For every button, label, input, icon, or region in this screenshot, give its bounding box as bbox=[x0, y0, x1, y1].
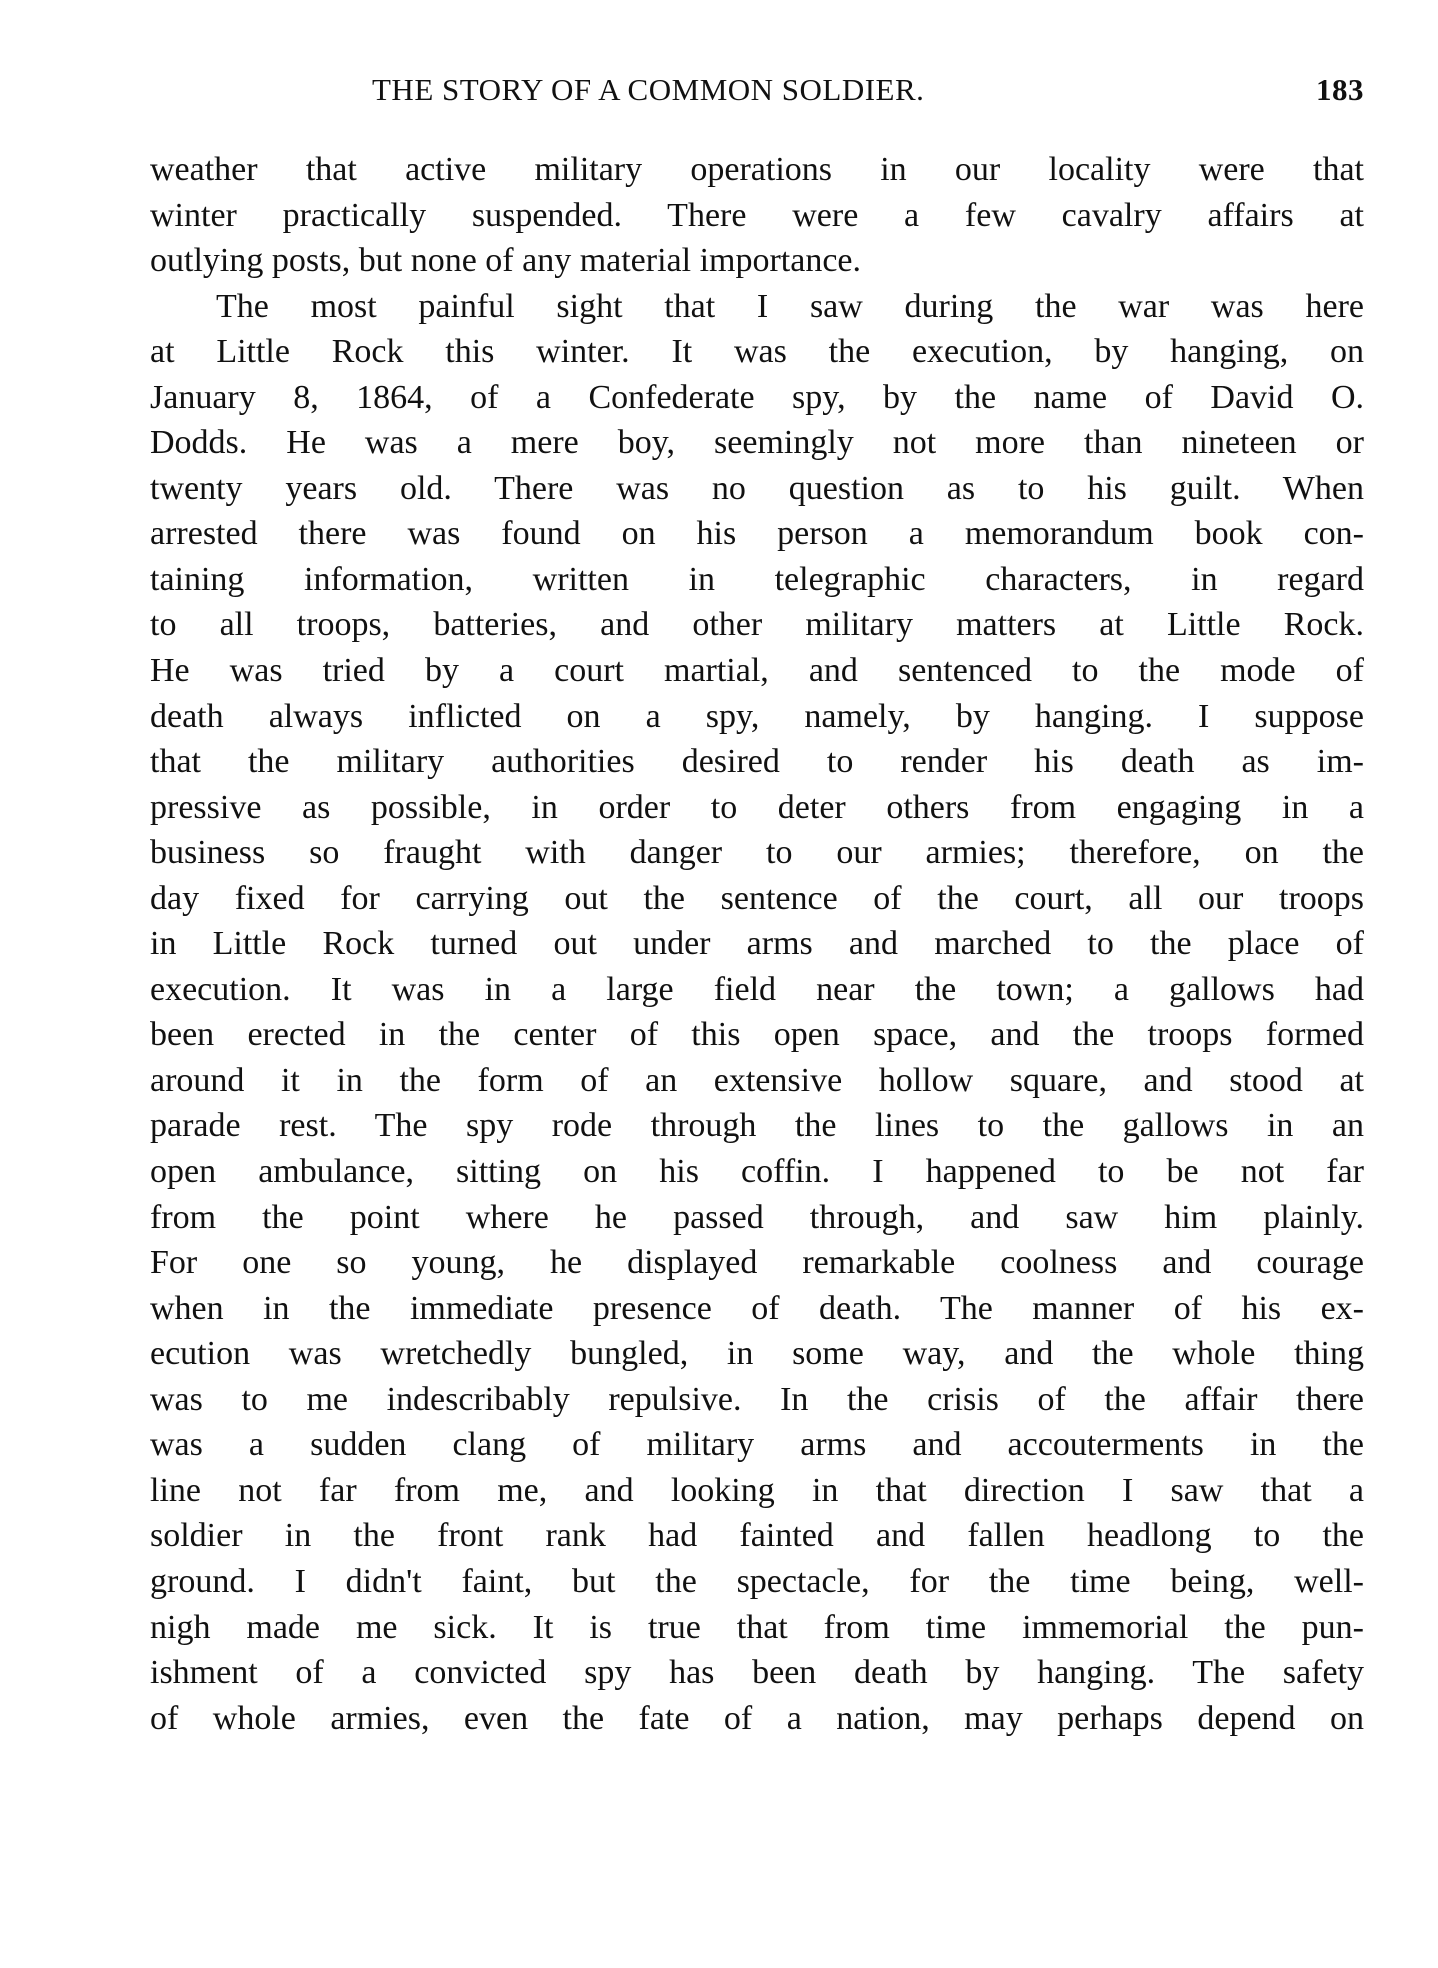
text-line: arrested there was found on his person a memorandum book con- bbox=[150, 515, 1364, 553]
text-line: was a sudden clang of military arms and accouterments in the bbox=[150, 1426, 1364, 1464]
text-line: that the military authorities desired to render his death as im- bbox=[150, 743, 1364, 781]
text-line: when in the immediate presence of death. The manner of his ex- bbox=[150, 1289, 1364, 1327]
text-line: winter practically suspended. There were a few cavalry affairs at bbox=[150, 196, 1364, 234]
text-line: at Little Rock this winter. It was the execution, by hanging, on bbox=[150, 333, 1364, 371]
text-line: parade rest. The spy rode through the lines to the gallows in an bbox=[150, 1107, 1364, 1145]
text-line: of whole armies, even the fate of a nation, may perhaps depend on bbox=[150, 1699, 1364, 1737]
text-line: January 8, 1864, of a Confederate spy, by the name of David O. bbox=[150, 378, 1364, 416]
text-line: soldier in the front rank had fainted and fallen headlong to the bbox=[150, 1517, 1364, 1555]
text-line: been erected in the center of this open space, and the troops formed bbox=[150, 1016, 1364, 1054]
text-line: For one so young, he displayed remarkable coolness and courage bbox=[150, 1244, 1364, 1282]
text-line: around it in the form of an extensive hollow square, and stood at bbox=[150, 1061, 1364, 1099]
running-head bbox=[150, 72, 1364, 116]
text-line: He was tried by a court martial, and sentenced to the mode of bbox=[150, 652, 1364, 690]
text-line: day fixed for carrying out the sentence of the court, all our troops bbox=[150, 879, 1364, 917]
body-text bbox=[150, 147, 1364, 1741]
running-title: THE STORY OF A COMMON SOLDIER. bbox=[372, 72, 925, 107]
text-line: in Little Rock turned out under arms and marched to the place of bbox=[150, 925, 1364, 963]
text-line: death always inflicted on a spy, namely, by hanging. I suppose bbox=[150, 697, 1364, 735]
text-line: ground. I didn't faint, but the spectacle, for the time being, well- bbox=[150, 1562, 1364, 1600]
text-line: ecution was wretchedly bungled, in some way, and the whole thing bbox=[150, 1335, 1364, 1373]
text-line: Dodds. He was a mere boy, seemingly not more than nineteen or bbox=[150, 424, 1364, 462]
text-line: execution. It was in a large field near the town; a gallows had bbox=[150, 970, 1364, 1008]
text-line: ishment of a convicted spy has been death by hanging. The safety bbox=[150, 1654, 1364, 1692]
text-line: open ambulance, sitting on his coffin. I happened to be not far bbox=[150, 1153, 1364, 1191]
text-line: pressive as possible, in order to deter others from engaging in a bbox=[150, 788, 1364, 826]
text-line: to all troops, batteries, and other military matters at Little Rock. bbox=[150, 606, 1364, 644]
text-line: was to me indescribably repulsive. In the crisis of the affair there bbox=[150, 1380, 1364, 1418]
text-line: line not far from me, and looking in that direction I saw that a bbox=[150, 1471, 1364, 1509]
text-line: outlying posts, but none of any material importance. bbox=[150, 242, 862, 280]
text-line: weather that active military operations in our locality were that bbox=[150, 151, 1364, 188]
page-number: 183 bbox=[1316, 72, 1364, 107]
text-line: business so fraught with danger to our armies; therefore, on the bbox=[150, 834, 1364, 872]
text-line: twenty years old. There was no question as to his guilt. When bbox=[150, 469, 1364, 507]
text-line: from the point where he passed through, and saw him plainly. bbox=[150, 1198, 1364, 1236]
paragraph-start-line: The most painful sight that I saw during the war was here bbox=[216, 287, 1364, 325]
text-line: taining information, written in telegraphic characters, in regard bbox=[150, 560, 1364, 598]
text-line: nigh made me sick. It is true that from time immemorial the pun- bbox=[150, 1608, 1364, 1646]
